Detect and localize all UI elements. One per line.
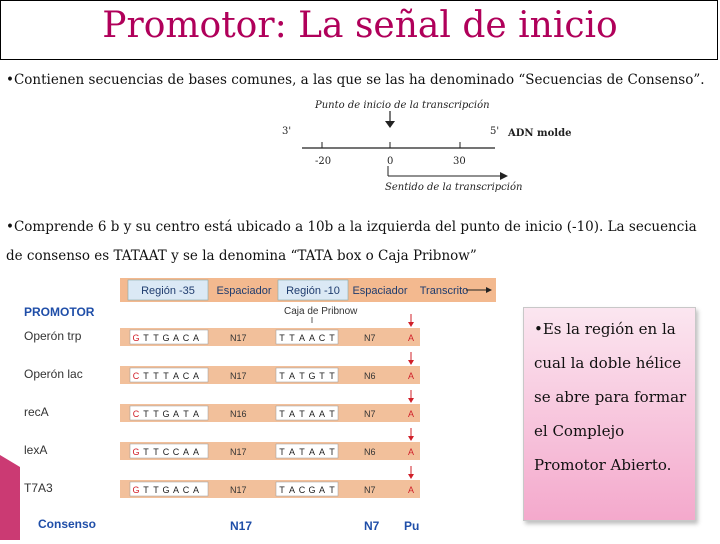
row-label: lexA bbox=[24, 443, 48, 457]
end-5-label: 5' bbox=[490, 126, 500, 137]
base-10: T bbox=[329, 447, 335, 457]
base-10: T bbox=[329, 371, 335, 381]
row-label: Operón lac bbox=[24, 367, 83, 381]
base-10: T bbox=[279, 409, 285, 419]
base-10: G bbox=[308, 371, 316, 381]
base-35: T bbox=[143, 409, 149, 419]
base-10: T bbox=[279, 333, 285, 343]
start-arrow-head bbox=[385, 121, 395, 128]
header-region-35: Región -35 bbox=[141, 285, 195, 297]
open-complex-callout bbox=[523, 307, 696, 521]
base-35: A bbox=[192, 409, 200, 419]
base-35: A bbox=[192, 447, 200, 457]
base-35: G bbox=[132, 333, 140, 343]
end-3-label: 3' bbox=[282, 126, 292, 137]
strand-label: ADN molde bbox=[508, 128, 572, 139]
base-10: A bbox=[308, 333, 316, 343]
spacer-label: N17 bbox=[230, 485, 247, 495]
base-10: A bbox=[288, 409, 296, 419]
base-35: C bbox=[132, 409, 140, 419]
base-35: T bbox=[183, 409, 189, 419]
start-arrow-head bbox=[408, 398, 414, 403]
base-10: C bbox=[318, 333, 326, 343]
base-35: A bbox=[172, 333, 180, 343]
base-35: G bbox=[132, 447, 140, 457]
consensus-label: Consenso bbox=[38, 517, 97, 531]
spacer-label: N16 bbox=[230, 409, 247, 419]
base-35: A bbox=[182, 447, 190, 457]
base-35: C bbox=[132, 371, 140, 381]
consensus-pu: Pu bbox=[404, 519, 420, 533]
base-35: A bbox=[172, 371, 180, 381]
base-10: A bbox=[318, 485, 326, 495]
base-35: T bbox=[143, 371, 149, 381]
base-35: A bbox=[192, 485, 200, 495]
base-35: T bbox=[153, 409, 159, 419]
row-label: recA bbox=[24, 405, 49, 419]
spacer2-label: N6 bbox=[364, 371, 376, 381]
base-10: G bbox=[308, 485, 316, 495]
start-arrow-head bbox=[408, 436, 414, 441]
sequence-rows bbox=[24, 314, 420, 498]
transcription-start-diagram bbox=[280, 96, 600, 196]
base-35: C bbox=[182, 485, 190, 495]
row-label: T7A3 bbox=[24, 481, 53, 495]
base-10: T bbox=[299, 409, 305, 419]
base-35: T bbox=[143, 485, 149, 495]
promoter-sequence-figure bbox=[20, 276, 496, 540]
base-10: A bbox=[318, 447, 326, 457]
base-35: G bbox=[162, 485, 170, 495]
direction-label: Sentido de la transcripción bbox=[385, 182, 523, 193]
base-10: T bbox=[329, 333, 335, 343]
base-10: T bbox=[299, 371, 305, 381]
spacer-label: N17 bbox=[230, 371, 247, 381]
header-transcrito: Transcrito bbox=[419, 285, 469, 297]
promoter-sequence-svg bbox=[20, 276, 496, 540]
base-35: T bbox=[153, 333, 159, 343]
base-10: T bbox=[329, 409, 335, 419]
base-35: C bbox=[162, 447, 170, 457]
bullet-pribnow: •Comprende 6 b y su centro está ubicado a 10b a la izquierda del punto de inicio (-10). La secuencia de consenso es TATAAT y se la denomina “TATA box o Caja Pribnow” bbox=[6, 219, 697, 264]
base-35: C bbox=[172, 447, 180, 457]
start-base: A bbox=[408, 409, 415, 419]
base-35: T bbox=[143, 447, 149, 457]
base-35: T bbox=[163, 371, 169, 381]
start-point-label: Punto de inicio de la transcripción bbox=[315, 100, 490, 111]
base-35: G bbox=[162, 409, 170, 419]
row-label: Operón trp bbox=[24, 329, 82, 343]
base-35: C bbox=[182, 371, 190, 381]
callout-text: •Es la región en la cual la doble hélice se abre para formar el Complejo Promotor Abierto. bbox=[534, 320, 687, 474]
start-arrow-head bbox=[408, 322, 414, 327]
header-spacer: Espaciador bbox=[216, 285, 272, 297]
base-10: T bbox=[299, 447, 305, 457]
base-10: T bbox=[329, 485, 335, 495]
base-35: G bbox=[162, 333, 170, 343]
base-35: A bbox=[172, 409, 180, 419]
base-10: A bbox=[288, 447, 296, 457]
base-10: A bbox=[288, 371, 296, 381]
slide-title: Promotor: La señal de inicio bbox=[102, 5, 618, 46]
base-35: G bbox=[132, 485, 140, 495]
base-10: T bbox=[279, 485, 285, 495]
spacer-label: N17 bbox=[230, 447, 247, 457]
base-10: A bbox=[308, 447, 316, 457]
start-arrow-head bbox=[408, 360, 414, 365]
spacer-label: N17 bbox=[230, 333, 247, 343]
base-35: A bbox=[192, 333, 200, 343]
spacer2-label: N7 bbox=[364, 333, 376, 343]
base-10: T bbox=[279, 371, 285, 381]
base-35: A bbox=[172, 485, 180, 495]
spacer2-label: N7 bbox=[364, 485, 376, 495]
direction-arrow-head bbox=[500, 172, 508, 180]
spacer2-label: N7 bbox=[364, 409, 376, 419]
base-10: T bbox=[319, 371, 325, 381]
base-35: T bbox=[153, 485, 159, 495]
base-35: A bbox=[192, 371, 200, 381]
decorative-shape-fill bbox=[0, 455, 20, 540]
base-10: A bbox=[288, 485, 296, 495]
bullet-consensus: •Contienen secuencias de bases comunes, a las que se las ha denominado “Secuencias de Consenso”. bbox=[6, 72, 705, 88]
base-10: A bbox=[318, 409, 326, 419]
spacer2-label: N6 bbox=[364, 447, 376, 457]
base-10: T bbox=[289, 333, 295, 343]
consensus-n7: N7 bbox=[364, 519, 380, 533]
decorative-corner-shape bbox=[0, 455, 20, 540]
caja-pribnow-label: Caja de Pribnow bbox=[284, 306, 358, 317]
header-region-10: Región -10 bbox=[286, 285, 340, 297]
consensus-n17: N17 bbox=[230, 519, 253, 533]
base-35: T bbox=[153, 447, 159, 457]
start-base: A bbox=[408, 447, 415, 457]
promotor-label: PROMOTOR bbox=[24, 305, 95, 319]
tick-label: 30 bbox=[453, 156, 466, 167]
base-35: T bbox=[153, 371, 159, 381]
start-base: A bbox=[408, 485, 415, 495]
tick-label: 0 bbox=[387, 156, 394, 167]
base-10: C bbox=[298, 485, 306, 495]
base-10: A bbox=[308, 409, 316, 419]
start-base: A bbox=[408, 333, 415, 343]
start-arrow-head bbox=[408, 474, 414, 479]
base-35: T bbox=[143, 333, 149, 343]
base-35: C bbox=[182, 333, 190, 343]
base-10: A bbox=[298, 333, 306, 343]
header-spacer-2: Espaciador bbox=[352, 285, 408, 297]
tick-label: -20 bbox=[315, 156, 332, 167]
base-10: T bbox=[279, 447, 285, 457]
start-base: A bbox=[408, 371, 415, 381]
